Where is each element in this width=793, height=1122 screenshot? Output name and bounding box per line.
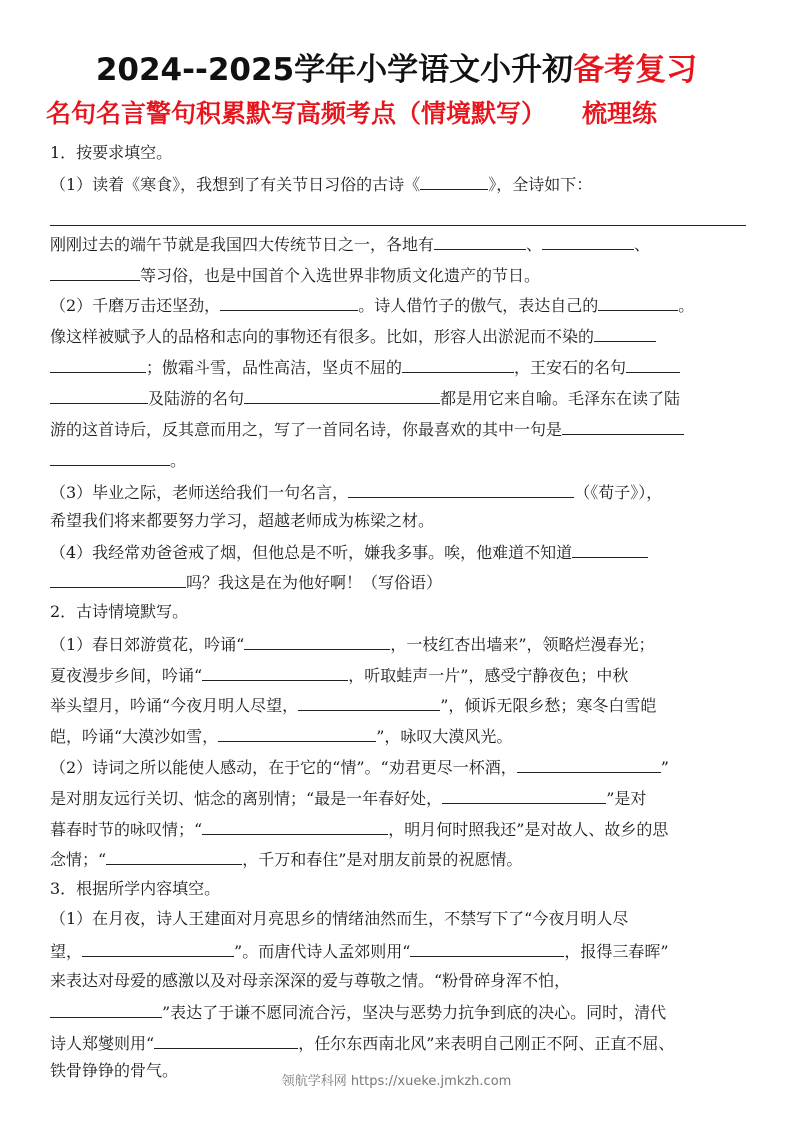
text: 望，: [50, 942, 83, 961]
q1-p2-line1: [50, 292, 694, 318]
q2-p2-line3: [50, 816, 668, 842]
text: 都是用它来自喻。毛泽东在读了陆: [440, 389, 681, 408]
q1-p2-line2: [50, 323, 656, 349]
text: ”表达了于谦不愿同流合污，坚决与恶势力抗争到底的决心。同时，清代: [162, 1003, 667, 1022]
footer-watermark: 领航学科网 https://xueke.jmkzh.com: [281, 1074, 512, 1089]
answer-blank[interactable]: [542, 231, 634, 250]
text: ”是对: [606, 789, 647, 808]
answer-blank[interactable]: [218, 723, 376, 742]
text: 。诗人借竹子的傲气，表达自己的: [358, 296, 599, 315]
text: 念情；“: [50, 850, 107, 869]
q1-p2-line3: [50, 354, 680, 380]
text: 吗？我这是在为他好啊！（写俗语）: [186, 573, 443, 592]
answer-blank[interactable]: [154, 1030, 298, 1049]
q1-p3-line2: 希望我们将来都要努力学习，超越老师成为栋梁之材。: [50, 511, 435, 530]
text: 、: [526, 235, 543, 254]
answer-blank[interactable]: [410, 938, 564, 957]
title-line-1: [0, 44, 793, 89]
answer-blank[interactable]: [517, 754, 661, 773]
subtitle-tail: 梳理练: [582, 99, 658, 128]
text: ，千万和春住”是对朋友前景的祝愿情。: [242, 850, 523, 869]
text: 是对朋友远行关切、惦念的离别情；“最是一年春好处，: [50, 789, 443, 808]
q3-heading: 3．根据所学内容填空。: [50, 879, 221, 898]
answer-blank[interactable]: [348, 479, 574, 498]
text: （2）诗词之所以能使人感动，在于它的“情”。“劝君更尽一杯酒，: [50, 758, 517, 777]
q2-p1-line2: [50, 662, 628, 688]
answer-blank[interactable]: [562, 416, 684, 435]
q3-p1-line4: [50, 999, 666, 1025]
q3-p1-line6: 铁骨铮铮的骨气。: [50, 1061, 179, 1080]
answer-blank[interactable]: [244, 385, 440, 404]
text: 举头望月，吟诵“今夜月明人尽望，: [50, 696, 299, 715]
q2-heading: 2．古诗情境默写。: [50, 602, 189, 621]
answer-blank[interactable]: [50, 447, 170, 466]
text: ”，倾诉无限乡愁；寒冬白雪皑: [440, 696, 657, 715]
answer-blank[interactable]: [50, 385, 148, 404]
title-line-2: [46, 94, 657, 130]
answer-rule[interactable]: [50, 225, 746, 226]
q3-p1-line5: [50, 1030, 674, 1056]
text: （2）千磨万击还坚劲，: [50, 296, 221, 315]
q2-p2-line1: [50, 754, 669, 780]
text: 、: [634, 235, 651, 254]
q3-p1-line2: [50, 938, 669, 964]
q3-p1-line1: （1）在月夜，诗人王建面对月亮思乡的情绪油然而生，不禁写下了“今夜月明人尽: [50, 909, 629, 928]
q1-p1-line2: [50, 231, 650, 257]
text: 等习俗，也是中国首个入选世界非物质文化遗产的节日。: [140, 266, 541, 285]
text: 游的这首诗后，反其意而用之，写了一首同名诗，你最喜欢的其中一句是: [50, 420, 563, 439]
text: （1）春日郊游赏花，吟诵“: [50, 635, 245, 654]
text: ；傲霜斗雪，品性高洁，坚贞不屈的: [146, 358, 403, 377]
answer-blank[interactable]: [572, 539, 648, 558]
q2-p2-line2: [50, 785, 646, 811]
text: 刚刚过去的端午节就是我国四大传统节日之一，各地有: [50, 235, 435, 254]
text: ，明月何时照我还”是对故人、故乡的思: [388, 820, 669, 839]
text: 》，全诗如下：: [488, 175, 593, 194]
title-red-part: 备考复习: [573, 52, 698, 88]
answer-blank[interactable]: [298, 692, 440, 711]
answer-blank[interactable]: [202, 816, 388, 835]
answer-blank[interactable]: [594, 323, 656, 342]
q1-p3-line1: [50, 479, 662, 505]
q1-p4-line2: [50, 569, 442, 595]
text: （4）我经常劝爸爸戒了烟，但他总是不听，嫌我多事。唉，他难道不知道: [50, 543, 573, 562]
q2-p2-line4: [50, 846, 522, 872]
answer-blank[interactable]: [50, 354, 146, 373]
answer-blank[interactable]: [626, 354, 680, 373]
q1-p2-line6: [50, 447, 186, 473]
answer-blank[interactable]: [420, 171, 488, 190]
q3-p1-line3: 来表达对母爱的感激以及对母亲深深的爱与尊敬之情。“粉骨碎身浑不怕，: [50, 971, 571, 990]
answer-blank[interactable]: [50, 569, 186, 588]
text: 暮春时节的咏叹情；“: [50, 820, 203, 839]
answer-blank[interactable]: [202, 662, 348, 681]
text: ”: [660, 758, 669, 777]
q1-p4-line1: [50, 539, 648, 565]
answer-blank[interactable]: [82, 938, 234, 957]
text: ，听取蛙声一片”，感受宁静夜色；中秋: [348, 666, 629, 685]
answer-blank[interactable]: [598, 292, 678, 311]
subtitle-red-part: 名句名言警句积累默写高频考点（情境默写）: [46, 99, 547, 128]
text: 夏夜漫步乡间，吟诵“: [50, 666, 203, 685]
text: ，一枝红杏出墙来”，领略烂漫春光；: [390, 635, 655, 654]
q1-p1-line1: [50, 171, 592, 197]
answer-blank[interactable]: [106, 846, 242, 865]
answer-blank[interactable]: [442, 785, 606, 804]
title-black-part: 2024--2025学年小学语文小升初: [95, 52, 574, 88]
q1-heading: 1．按要求填空。: [50, 143, 173, 162]
text: ，报得三春晖”: [564, 942, 669, 961]
q2-p1-line4: [50, 723, 512, 749]
answer-blank[interactable]: [50, 262, 140, 281]
text: 。: [170, 451, 187, 470]
text: 像这样被赋予人的品格和志向的事物还有很多。比如，形容人出淤泥而不染的: [50, 327, 595, 346]
text: （3）毕业之际，老师送给我们一句名言，: [50, 483, 349, 502]
answer-blank[interactable]: [434, 231, 526, 250]
text: （《荀子》），: [574, 483, 663, 502]
text: ”，咏叹大漠风光。: [376, 727, 513, 746]
answer-blank[interactable]: [220, 292, 358, 311]
q1-p2-line4: [50, 385, 680, 411]
text: ，王安石的名句: [514, 358, 627, 377]
answer-blank[interactable]: [402, 354, 514, 373]
text: 诗人郑燮则用“: [50, 1034, 155, 1053]
answer-blank[interactable]: [50, 999, 162, 1018]
q1-p2-line5: [50, 416, 684, 442]
text: 及陆游的名句: [148, 389, 245, 408]
text: （1）读着《寒食》，我想到了有关节日习俗的古诗《: [50, 175, 421, 194]
text: ”。而唐代诗人孟郊则用“: [234, 942, 411, 961]
q1-p1-line3: [50, 262, 540, 288]
answer-blank[interactable]: [244, 631, 390, 650]
text: 皑，吟诵“大漠沙如雪，: [50, 727, 219, 746]
text: 。: [678, 296, 695, 315]
text: ，任尔东西南北风”来表明自己刚正不阿、正直不屈、: [298, 1034, 675, 1053]
q2-p1-line1: [50, 631, 655, 657]
q2-p1-line3: [50, 692, 656, 718]
